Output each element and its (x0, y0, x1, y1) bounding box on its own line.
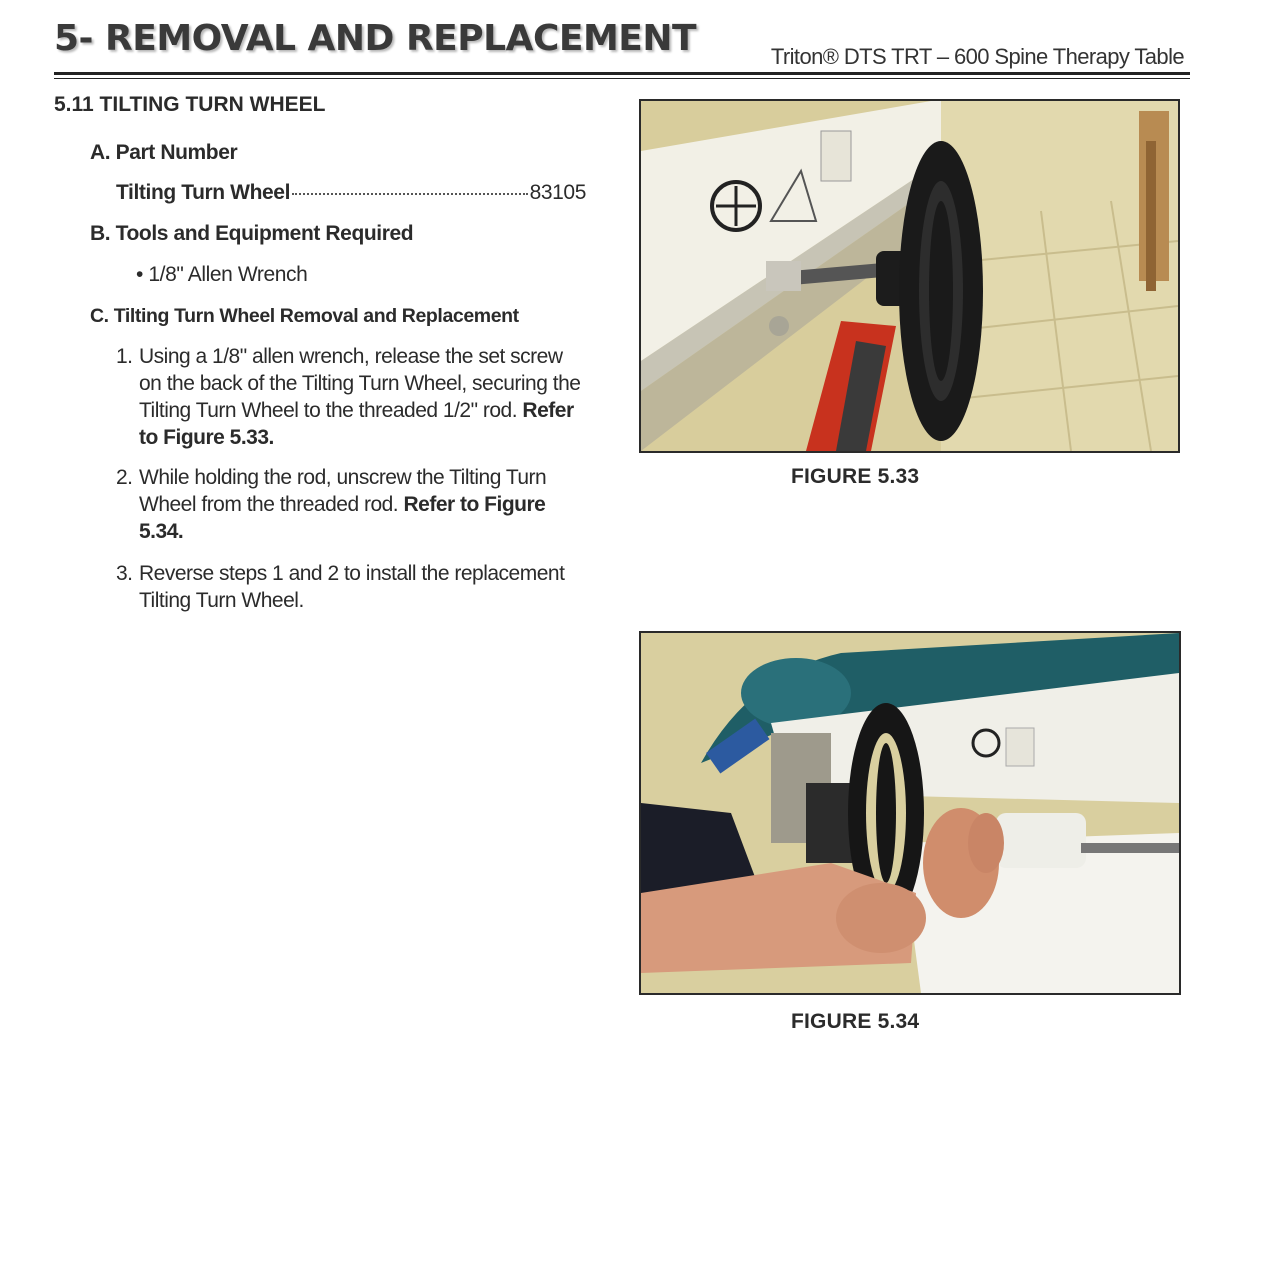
leader-dots (292, 193, 528, 195)
unscrewing-wheel-photo-illustration (641, 633, 1179, 993)
figure-5-33-caption: FIGURE 5.33 (791, 465, 920, 488)
part-number-value: 83105 (529, 181, 586, 204)
section-heading: 5.11 TILTING TURN WHEEL (54, 93, 326, 116)
tool-item: • 1/8" Allen Wrench (136, 263, 308, 286)
step-number: 2. (116, 466, 133, 489)
figure-5-33-photo (639, 99, 1180, 453)
tools-heading: B. Tools and Equipment Required (90, 222, 414, 245)
step-number: 3. (116, 562, 133, 585)
procedure-step-2 (116, 464, 586, 545)
turn-wheel-photo-illustration (641, 101, 1178, 451)
step-text: Using a 1/8" allen wrench, release the set screw on the back of the Tilting Turn Wheel, securing the Tilting Turn Wheel to the threaded 1/2" rod. (139, 345, 581, 422)
step-body (139, 464, 586, 545)
step-text: While holding the rod, unscrew the Tilting Turn Wheel from the threaded rod. (139, 466, 547, 516)
header-rule-thin (54, 78, 1190, 79)
step-text: Reverse steps 1 and 2 to install the replacement Tilting Turn Wheel. (139, 562, 565, 612)
procedure-step-3 (116, 560, 586, 614)
step-number: 1. (116, 345, 133, 368)
step-body (139, 343, 586, 451)
step-body (139, 560, 586, 614)
figure-5-34-photo (639, 631, 1181, 995)
part-name: Tilting Turn Wheel (116, 181, 291, 204)
header-rule-thick (54, 72, 1190, 75)
procedure-heading: C. Tilting Turn Wheel Removal and Replacement (90, 305, 519, 327)
procedure-step-1 (116, 343, 586, 451)
part-number-heading: A. Part Number (90, 141, 238, 164)
part-number-row (116, 181, 586, 205)
chapter-title: 5- REMOVAL AND REPLACEMENT (54, 18, 697, 59)
figure-5-34-caption: FIGURE 5.34 (791, 1010, 920, 1033)
figure-reference: Refer to Figure 5.34. (139, 493, 546, 543)
document-title: Triton® DTS TRT – 600 Spine Therapy Table (770, 44, 1184, 69)
figure-reference: Refer to Figure 5.33. (139, 399, 574, 449)
